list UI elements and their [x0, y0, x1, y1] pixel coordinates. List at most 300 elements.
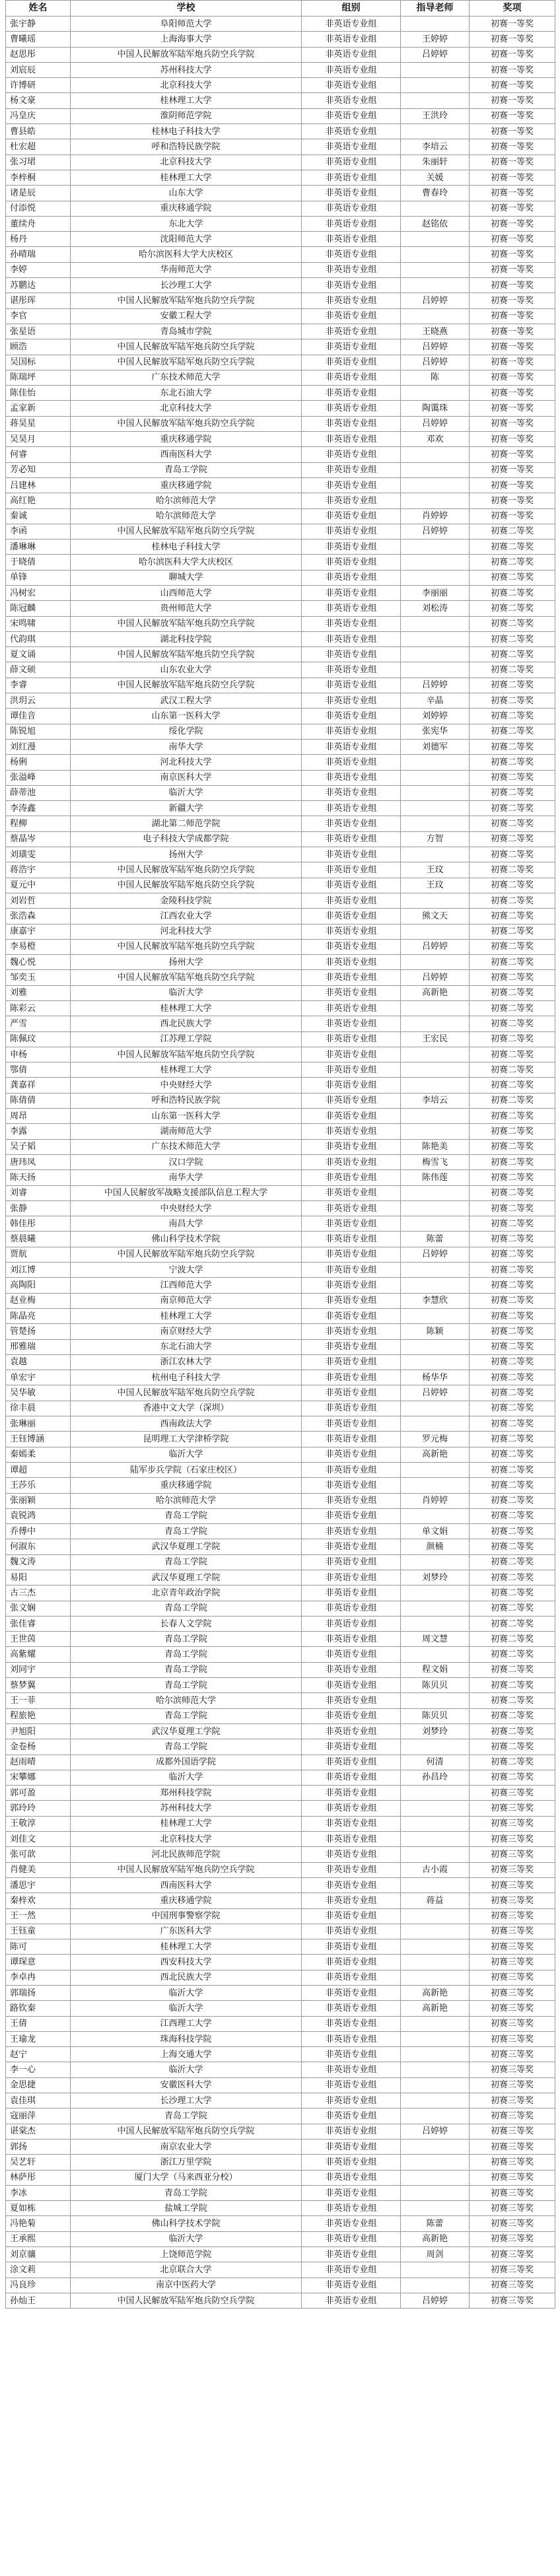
cell-name: 李函 — [6, 524, 71, 539]
cell-school: 武汉工程大学 — [71, 693, 302, 709]
cell-school: 江西理工大学 — [71, 2016, 302, 2031]
cell-school: 青岛工学院 — [71, 1662, 302, 1677]
cell-award: 初赛三等奖 — [470, 2170, 555, 2185]
cell-school: 西北民族大学 — [71, 1016, 302, 1031]
cell-advisor: 关媛 — [401, 170, 470, 185]
table-row — [6, 878, 555, 893]
cell-advisor: 肖婷婷 — [401, 1493, 470, 1508]
cell-award: 初赛三等奖 — [470, 1893, 555, 1908]
cell-school: 桂林理工大学 — [71, 1816, 302, 1831]
cell-name: 高紫耀 — [6, 1647, 71, 1662]
cell-school: 中国人民解放军陆军炮兵防空兵学院 — [71, 678, 302, 693]
cell-advisor — [401, 1585, 470, 1601]
cell-school: 呼和浩特民族学院 — [71, 1093, 302, 1108]
cell-group: 非英语专业组 — [302, 1893, 401, 1908]
cell-advisor — [401, 2016, 470, 2031]
cell-name: 李婷 — [6, 262, 71, 277]
cell-name: 金卷杨 — [6, 1739, 71, 1755]
cell-school: 长春人文学院 — [71, 1616, 302, 1631]
cell-school: 山东大学 — [71, 186, 302, 201]
cell-school: 中国人民解放军陆军炮兵防空兵学院 — [71, 355, 302, 370]
table-row — [6, 739, 555, 754]
cell-school: 哈尔滨师范大学 — [71, 493, 302, 508]
cell-award: 初赛三等奖 — [470, 1955, 555, 1970]
cell-name: 夏如栋 — [6, 2201, 71, 2216]
cell-name: 李露 — [6, 1124, 71, 1139]
cell-school: 厦门大学（马来西亚分校） — [71, 2170, 302, 2185]
cell-school: 桂林理工大学 — [71, 93, 302, 108]
cell-group: 非英语专业组 — [302, 462, 401, 477]
cell-advisor — [401, 662, 470, 678]
cell-group: 非英语专业组 — [302, 293, 401, 308]
cell-award: 初赛二等奖 — [470, 785, 555, 800]
cell-school: 武汉华夏理工学院 — [71, 1723, 302, 1739]
cell-name: 孟家新 — [6, 401, 71, 416]
cell-advisor: 吕婷婷 — [401, 1385, 470, 1401]
cell-advisor — [401, 493, 470, 508]
cell-name: 陈锐旭 — [6, 724, 71, 739]
cell-school: 南京医科大学 — [71, 770, 302, 785]
cell-group: 非英语专业组 — [302, 1324, 401, 1339]
cell-group: 非英语专业组 — [302, 1432, 401, 1447]
cell-award: 初赛二等奖 — [470, 1247, 555, 1262]
cell-award: 初赛二等奖 — [470, 1647, 555, 1662]
cell-group: 非英语专业组 — [302, 432, 401, 447]
cell-name: 申杨 — [6, 1047, 71, 1062]
cell-advisor: 李培云 — [401, 139, 470, 155]
cell-group: 非英语专业组 — [302, 1109, 401, 1124]
cell-group: 非英语专业组 — [302, 2185, 401, 2200]
table-row — [6, 816, 555, 831]
cell-advisor — [401, 1939, 470, 1955]
cell-group: 非英语专业组 — [302, 2278, 401, 2293]
table-row — [6, 2278, 555, 2293]
cell-advisor: 王洪玲 — [401, 108, 470, 123]
cell-advisor — [401, 847, 470, 862]
cell-award: 初赛二等奖 — [470, 878, 555, 893]
cell-award: 初赛二等奖 — [470, 1185, 555, 1201]
cell-award: 初赛二等奖 — [470, 631, 555, 646]
table-row — [6, 1139, 555, 1154]
cell-group: 非英语专业组 — [302, 2201, 401, 2216]
cell-name: 高红艳 — [6, 493, 71, 508]
cell-school: 西南医科大学 — [71, 1877, 302, 1893]
cell-name: 吴子韬 — [6, 1139, 71, 1154]
cell-advisor — [401, 462, 470, 477]
cell-group: 非英语专业组 — [302, 1524, 401, 1539]
cell-name: 冯树宏 — [6, 585, 71, 600]
cell-name: 高陶阳 — [6, 1278, 71, 1293]
cell-school: 山东农业大学 — [71, 662, 302, 678]
cell-group: 非英语专业组 — [302, 1370, 401, 1385]
table-row — [6, 17, 555, 32]
cell-award: 初赛二等奖 — [470, 893, 555, 908]
cell-school: 南昌大学 — [71, 1216, 302, 1232]
cell-award: 初赛二等奖 — [470, 1370, 555, 1385]
cell-award: 初赛二等奖 — [470, 1616, 555, 1631]
table-row — [6, 724, 555, 739]
cell-school: 桂林理工大学 — [71, 1939, 302, 1955]
cell-award: 初赛二等奖 — [470, 801, 555, 816]
cell-advisor: 陈蕾 — [401, 2216, 470, 2231]
cell-group: 非英语专业组 — [302, 1755, 401, 1770]
table-row — [6, 432, 555, 447]
cell-advisor — [401, 2062, 470, 2077]
cell-school: 珠海科技学院 — [71, 2031, 302, 2046]
cell-school: 湖北科技学院 — [71, 631, 302, 646]
cell-school: 中央财经大学 — [71, 1078, 302, 1093]
cell-award: 初赛一等奖 — [470, 216, 555, 231]
cell-name: 张静 — [6, 1201, 71, 1216]
table-row — [6, 108, 555, 123]
cell-name: 潘琳琳 — [6, 540, 71, 555]
cell-school: 青岛工学院 — [71, 1739, 302, 1755]
cell-name: 何睿 — [6, 447, 71, 462]
cell-group: 非英语专业组 — [302, 2062, 401, 2077]
cell-name: 尹旭阳 — [6, 1723, 71, 1739]
cell-school: 中国人民解放军陆军炮兵防空兵学院 — [71, 293, 302, 308]
cell-school: 呼和浩特民族学院 — [71, 139, 302, 155]
cell-award: 初赛三等奖 — [470, 2216, 555, 2231]
cell-group: 非英语专业组 — [302, 1970, 401, 1985]
table-row — [6, 1786, 555, 1801]
cell-group: 非英语专业组 — [302, 401, 401, 416]
cell-advisor — [401, 1278, 470, 1293]
cell-name: 王一菲 — [6, 1693, 71, 1708]
cell-award: 初赛二等奖 — [470, 1770, 555, 1785]
table-row — [6, 709, 555, 724]
cell-award: 初赛二等奖 — [470, 1678, 555, 1693]
cell-school: 佛山科学技术学院 — [71, 2216, 302, 2231]
cell-school: 香港中文大学（深圳） — [71, 1401, 302, 1416]
cell-award: 初赛二等奖 — [470, 693, 555, 709]
cell-advisor: 吕婷婷 — [401, 416, 470, 431]
cell-group: 非英语专业组 — [302, 32, 401, 47]
cell-award: 初赛三等奖 — [470, 1908, 555, 1924]
table-row — [6, 1616, 555, 1631]
cell-group: 非英语专业组 — [302, 47, 401, 62]
cell-advisor — [401, 555, 470, 570]
cell-name: 赵雨晴 — [6, 1755, 71, 1770]
cell-award: 初赛二等奖 — [470, 739, 555, 754]
cell-award: 初赛二等奖 — [470, 909, 555, 924]
cell-advisor — [401, 1847, 470, 1862]
cell-school: 重庆移通学院 — [71, 1478, 302, 1493]
table-row — [6, 262, 555, 277]
cell-award: 初赛二等奖 — [470, 970, 555, 985]
cell-group: 非英语专业组 — [302, 170, 401, 185]
cell-school: 中国人民解放军陆军炮兵防空兵学院 — [71, 2293, 302, 2308]
cell-name: 刘红漫 — [6, 739, 71, 754]
cell-name: 王莎乐 — [6, 1478, 71, 1493]
cell-group: 非英语专业组 — [302, 1616, 401, 1631]
table-row — [6, 1185, 555, 1201]
cell-name: 赵业梅 — [6, 1293, 71, 1308]
cell-advisor: 吕婷婷 — [401, 2293, 470, 2308]
table-row — [6, 693, 555, 709]
cell-name: 路钦秦 — [6, 2001, 71, 2016]
cell-award: 初赛二等奖 — [470, 939, 555, 954]
cell-name: 郭瑞扬 — [6, 1986, 71, 2001]
cell-award: 初赛一等奖 — [470, 401, 555, 416]
table-row — [6, 1447, 555, 1462]
cell-group: 非英语专业组 — [302, 2108, 401, 2124]
cell-advisor: 陈贝贝 — [401, 1678, 470, 1693]
cell-school: 贵州师范大学 — [71, 601, 302, 616]
cell-name: 程旅艳 — [6, 1708, 71, 1723]
cell-advisor: 邓欢 — [401, 432, 470, 447]
cell-group: 非英语专业组 — [302, 524, 401, 539]
cell-school: 新疆大学 — [71, 801, 302, 816]
cell-award: 初赛二等奖 — [470, 1508, 555, 1523]
cell-name: 洪玥云 — [6, 693, 71, 709]
cell-school: 重庆移通学院 — [71, 432, 302, 447]
cell-award: 初赛二等奖 — [470, 924, 555, 939]
cell-school: 中国人民解放军陆军炮兵防空兵学院 — [71, 939, 302, 954]
cell-name: 吕建林 — [6, 477, 71, 493]
cell-school: 南华大学 — [71, 739, 302, 754]
cell-name: 蒋浩宇 — [6, 862, 71, 878]
cell-group: 非英语专业组 — [302, 1263, 401, 1278]
table-row — [6, 1201, 555, 1216]
table-row — [6, 1632, 555, 1647]
cell-award: 初赛二等奖 — [470, 1093, 555, 1108]
cell-school: 临沂大学 — [71, 2001, 302, 2016]
cell-school: 浙江万里学院 — [71, 2155, 302, 2170]
cell-advisor — [401, 785, 470, 800]
cell-advisor — [401, 2278, 470, 2293]
cell-name: 潘思宇 — [6, 1877, 71, 1893]
cell-award: 初赛二等奖 — [470, 862, 555, 878]
cell-name: 杨俐 — [6, 755, 71, 770]
table-row — [6, 355, 555, 370]
cell-group: 非英语专业组 — [302, 1723, 401, 1739]
cell-school: 桂林电子科技大学 — [71, 540, 302, 555]
table-row — [6, 647, 555, 662]
cell-school: 江西师范大学 — [71, 1278, 302, 1293]
cell-advisor: 辛晶 — [401, 693, 470, 709]
cell-award: 初赛二等奖 — [470, 1385, 555, 1401]
cell-advisor — [401, 2201, 470, 2216]
table-row — [6, 893, 555, 908]
cell-name: 陈天扬 — [6, 1170, 71, 1185]
table-row — [6, 1385, 555, 1401]
cell-award: 初赛三等奖 — [470, 2155, 555, 2170]
cell-advisor: 古小霞 — [401, 1862, 470, 1877]
cell-school: 阜阳师范大学 — [71, 17, 302, 32]
cell-award: 初赛一等奖 — [470, 17, 555, 32]
cell-name: 李一心 — [6, 2062, 71, 2077]
cell-advisor — [401, 1401, 470, 1416]
cell-advisor: 肖婷婷 — [401, 508, 470, 524]
cell-advisor: 程文娟 — [401, 1662, 470, 1677]
table-row — [6, 1939, 555, 1955]
cell-name: 陈佩玟 — [6, 1031, 71, 1047]
cell-group: 非英语专业组 — [302, 355, 401, 370]
table-row — [6, 1662, 555, 1677]
cell-name: 袁佳琪 — [6, 2093, 71, 2108]
cell-award: 初赛三等奖 — [470, 1816, 555, 1831]
table-row — [6, 308, 555, 324]
cell-group: 非英语专业组 — [302, 124, 401, 139]
cell-school: 中国人民解放军陆军炮兵防空兵学院 — [71, 416, 302, 431]
cell-award: 初赛二等奖 — [470, 1462, 555, 1477]
cell-name: 芳必知 — [6, 462, 71, 477]
table-row — [6, 1908, 555, 1924]
cell-school: 南京师范大学 — [71, 1293, 302, 1308]
table-row — [6, 493, 555, 508]
cell-award: 初赛二等奖 — [470, 1601, 555, 1616]
table-row — [6, 2031, 555, 2046]
cell-advisor — [401, 924, 470, 939]
cell-group: 非英语专业组 — [302, 1339, 401, 1354]
cell-advisor — [401, 2047, 470, 2062]
table-row — [6, 1693, 555, 1708]
cell-award: 初赛二等奖 — [470, 1708, 555, 1723]
cell-school: 中国人民解放军陆军炮兵防空兵学院 — [71, 862, 302, 878]
cell-group: 非英语专业组 — [302, 477, 401, 493]
cell-advisor — [401, 1908, 470, 1924]
cell-group: 非英语专业组 — [302, 909, 401, 924]
cell-advisor — [401, 2139, 470, 2154]
table-row — [6, 831, 555, 847]
cell-advisor: 高新艳 — [401, 1986, 470, 2001]
cell-advisor — [401, 2170, 470, 2185]
cell-award: 初赛二等奖 — [470, 1016, 555, 1031]
cell-advisor — [401, 1739, 470, 1755]
cell-award: 初赛三等奖 — [470, 2062, 555, 2077]
table-row — [6, 755, 555, 770]
cell-school: 西安科技大学 — [71, 1955, 302, 1970]
cell-advisor: 刘梦玲 — [401, 1570, 470, 1585]
cell-award: 初赛一等奖 — [470, 477, 555, 493]
cell-school: 聊城大学 — [71, 570, 302, 585]
cell-award: 初赛一等奖 — [470, 139, 555, 155]
cell-school: 临沂大学 — [71, 2062, 302, 2077]
cell-award: 初赛一等奖 — [470, 170, 555, 185]
table-row — [6, 124, 555, 139]
cell-award: 初赛一等奖 — [470, 386, 555, 401]
cell-name: 易阳 — [6, 1570, 71, 1585]
cell-name: 龚嘉祥 — [6, 1078, 71, 1093]
table-row — [6, 2016, 555, 2031]
cell-group: 非英语专业组 — [302, 647, 401, 662]
cell-advisor: 高新艳 — [401, 2231, 470, 2246]
cell-advisor: 吕婷婷 — [401, 339, 470, 355]
cell-group: 非英语专业组 — [302, 1278, 401, 1293]
cell-advisor: 吕婷婷 — [401, 970, 470, 985]
table-row — [6, 1723, 555, 1739]
table-row — [6, 293, 555, 308]
cell-name: 刘江博 — [6, 1263, 71, 1278]
cell-school: 河北科技大学 — [71, 755, 302, 770]
cell-advisor — [401, 540, 470, 555]
cell-school: 重庆移通学院 — [71, 201, 302, 216]
cell-group: 非英语专业组 — [302, 801, 401, 816]
cell-school: 临沂大学 — [71, 985, 302, 1000]
cell-school: 中国人民解放军陆军炮兵防空兵学院 — [71, 1862, 302, 1877]
cell-group: 非英语专业组 — [302, 1908, 401, 1924]
cell-name: 王世茵 — [6, 1632, 71, 1647]
cell-award: 初赛一等奖 — [470, 62, 555, 77]
table-row — [6, 1047, 555, 1062]
cell-school: 桂林理工大学 — [71, 170, 302, 185]
header-award: 奖项 — [470, 1, 555, 17]
cell-award: 初赛二等奖 — [470, 1263, 555, 1278]
cell-school: 北京科技大学 — [71, 1832, 302, 1847]
cell-group: 非英语专业组 — [302, 62, 401, 77]
cell-school: 东北石油大学 — [71, 386, 302, 401]
cell-award: 初赛二等奖 — [470, 1693, 555, 1708]
header-school: 学校 — [71, 1, 302, 17]
cell-name: 徐丰晨 — [6, 1401, 71, 1416]
cell-school: 苏州科技大学 — [71, 62, 302, 77]
cell-advisor: 李培云 — [401, 1093, 470, 1108]
cell-name: 张星语 — [6, 324, 71, 339]
cell-advisor — [401, 278, 470, 293]
cell-school: 武汉华夏理工学院 — [71, 1570, 302, 1585]
cell-group: 非英语专业组 — [302, 585, 401, 600]
cell-award: 初赛一等奖 — [470, 155, 555, 170]
table-row — [6, 1078, 555, 1093]
cell-group: 非英语专业组 — [302, 155, 401, 170]
cell-group: 非英语专业组 — [302, 878, 401, 893]
cell-school: 中国人民解放军陆军炮兵防空兵学院 — [71, 647, 302, 662]
cell-advisor — [401, 17, 470, 32]
cell-group: 非英语专业组 — [302, 631, 401, 646]
cell-award: 初赛二等奖 — [470, 1585, 555, 1601]
cell-award: 初赛一等奖 — [470, 232, 555, 247]
cell-school: 扬州大学 — [71, 955, 302, 970]
cell-group: 非英语专业组 — [302, 1308, 401, 1323]
cell-group: 非英语专业组 — [302, 1662, 401, 1677]
cell-advisor — [401, 1693, 470, 1708]
cell-group: 非英语专业组 — [302, 1939, 401, 1955]
cell-advisor: 刘婷婷 — [401, 709, 470, 724]
cell-group: 非英语专业组 — [302, 693, 401, 709]
cell-advisor: 王宏民 — [401, 1031, 470, 1047]
cell-advisor — [401, 1354, 470, 1370]
cell-school: 江西农业大学 — [71, 909, 302, 924]
cell-name: 董续舟 — [6, 216, 71, 231]
cell-school: 临沂大学 — [71, 2231, 302, 2246]
cell-school: 盐城工学院 — [71, 2201, 302, 2216]
cell-advisor: 陈颖 — [401, 1324, 470, 1339]
cell-school: 青岛工学院 — [71, 1601, 302, 1616]
cell-group: 非英语专业组 — [302, 939, 401, 954]
cell-school: 汉口学院 — [71, 1154, 302, 1169]
cell-name: 刘璜雯 — [6, 847, 71, 862]
cell-group: 非英语专业组 — [302, 308, 401, 324]
cell-group: 非英语专业组 — [302, 847, 401, 862]
cell-advisor — [401, 801, 470, 816]
cell-advisor: 罗元梅 — [401, 1432, 470, 1447]
cell-advisor — [401, 1124, 470, 1139]
cell-group: 非英语专业组 — [302, 216, 401, 231]
cell-name: 林萨彤 — [6, 2170, 71, 2185]
cell-award: 初赛三等奖 — [470, 2077, 555, 2093]
cell-advisor: 吕婷婷 — [401, 47, 470, 62]
cell-award: 初赛三等奖 — [470, 1786, 555, 1801]
cell-name: 冯艳菊 — [6, 2216, 71, 2231]
cell-advisor — [401, 1001, 470, 1016]
cell-name: 杨丹 — [6, 232, 71, 247]
cell-school: 桂林理工大学 — [71, 1001, 302, 1016]
cell-advisor: 杨华华 — [401, 1370, 470, 1385]
cell-advisor: 高新艳 — [401, 985, 470, 1000]
cell-name: 孙灿王 — [6, 2293, 71, 2308]
cell-name: 秦嫣柔 — [6, 1447, 71, 1462]
